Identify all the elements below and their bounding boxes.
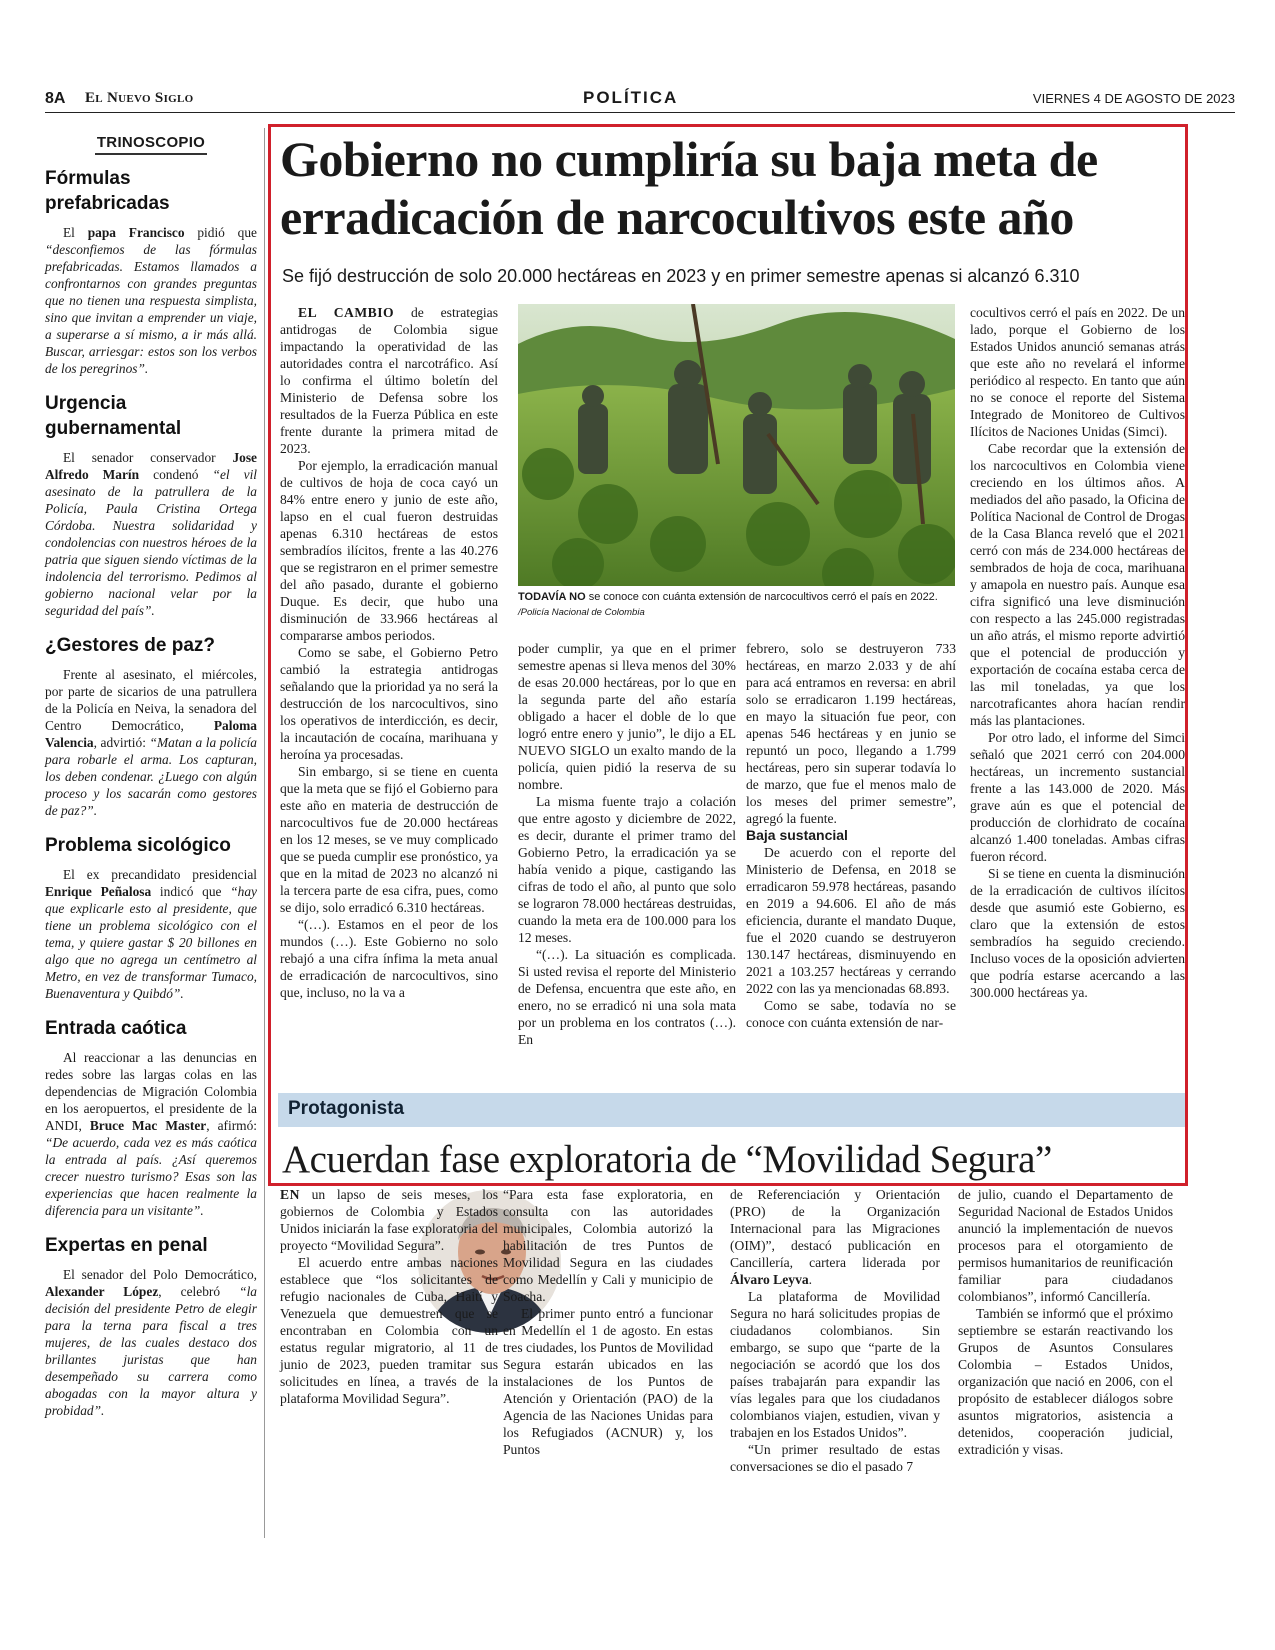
article-column-4: cocultivos cerró el país en 2022. De un lado, porque el Gobierno de los Estados Unidos anunció semanas atrás que este año no revelará el informe periódico al respecto. En tanto que aún no se conoce el reporte del Sistema Integrado de Monitoreo de Cultivos Ilícitos de Naciones Unidas (Simci). Cabe recordar que la extensión de los narcocultivos en Colombia viene creciendo en los últimos años. A mediados del año pasado, la Oficina de Política Nacional de Control de Drogas de la Casa Blanca reveló que el 2021 cerró con más de 234.000 hectáreas de sembrados de hoja de coca, marihuana y amapola en nuestro país. Aunque esa cifra significó una leve disminución con respecto a las 245.000 registradas un año atrás, el mismo reporte advirtió que el potencial de producción y exportación de cocaína estaba cerca de las mil toneladas, ya que los narcotraficantes ahora hacían rendir más las plantaciones. Por otro lado, el informe del Simci señaló que 2021 cerró con 204.000 hectáreas, un incremento sustancial frente a las 143.000 de 2020. Más grave aún es que el potencial de producción de clorhidrato de cocaína alcanzó 1.400 toneladas. Ambas cifras fueron récord. Si se tiene en cuenta la disminución de la erradicación de cultivos ilícitos desde que asumió este Gobierno, es claro que la extensión de estos sembradíos ha seguido creciendo. Incluso voces de la oposición advierten que podría estarse acercando a las 300.000 hectáreas ya. bbox=[970, 305, 1185, 1000]
photo-caption: TODAVÍA NO se conoce con cuánta extensión de narcocultivos cerró el país en 2022. /Policía Nacional de Colombia bbox=[518, 591, 938, 618]
sidebar-item bbox=[45, 391, 257, 619]
section-title: POLÍTICA bbox=[583, 88, 679, 107]
sidebar-item-text: Al reaccionar a las denuncias en redes sobre las largas colas en las dependencias de Migración Colombia en los aeropuertos, el presidente de la ANDI, Bruce Mac Master, afirmó: “De acuerdo, cada vez es más caótica la entrada al país. ¿Así queremos crecer nuestro turismo? Esas son las experiencias que hacen realmente la diferencia para un visitante”. bbox=[45, 1050, 258, 1218]
sidebar-item-text: Frente al asesinato, el miércoles, por parte de sicarios de una patrullera de la Policía en Neiva, la senadora del Centro Democrático, Paloma Valencia, advirtió: “Matan a la policía para robarle el arma. Los capturan, los deben condenar. ¿Luego con algún proceso y los sacarán como gestores de paz?”. bbox=[45, 667, 257, 818]
article2-column-2: “Para esta fase exploratoria, en consulta con las autoridades municipales, Colombia autorizó la habilitación de tres Puntos de Movilidad Segura en las ciudades como Medellín y Cali y municipio de Soacha. El primer punto entró a funcionar en Medellín el 1 de agosto. En estas tres ciudades, los Puntos de Movilidad Segura estarán ubicados en las instalaciones de los Puntos de Atención y Orientación (PAO) de la Agencia de las Naciones Unidas para los Refugiados (ACNUR) y, los Puntos bbox=[503, 1187, 713, 1457]
sidebar-item bbox=[45, 633, 257, 819]
sidebar-item-heading: Urgencia gubernamental bbox=[45, 393, 182, 439]
subheading: Baja sustancial bbox=[746, 827, 848, 843]
photo-credit: /Policía Nacional de Colombia bbox=[518, 607, 645, 618]
sidebar-item bbox=[45, 1016, 257, 1219]
sidebar-item-heading: Entrada caótica bbox=[45, 1018, 187, 1039]
sidebar-item-heading: Expertas en penal bbox=[45, 1235, 208, 1256]
sidebar-item-text: El senador conservador Jose Alfredo Marín condenó “el vil asesinato de la patrullera de la Policía, Paula Cristina Ortega Córdoba. Nuestra solidaridad y condolencias con nuestros héroes de la patria que siguen siendo víctimas de la indolencia del terrorismo. Pedimos al gobierno nacional velar por la seguridad del país”. bbox=[45, 450, 258, 618]
lead-in: EL CAMBIO bbox=[298, 305, 395, 320]
article-column-1: EL CAMBIO de estrategias antidrogas de Colombia sigue impactando la operatividad de las autoridades contra el narcotráfico. Así lo confirma el último boletín del Ministerio de Defensa sobre los resultados de la Fuerza Pública en este frente durante la primera mitad de 2023. Por ejemplo, la erradicación manual de cultivos de hoja de coca cayó un 84% entre enero y junio de este año, lapso en el cual fueron destruidas apenas 6.310 hectáreas de estos sembradíos ilícitos, frente a las 40.276 que se registraron en el primer semestre del año pasado, durante el gobierno Duque. Es decir, que hubo una disminución de 33.966 hectáreas al compararse ambos periodos. Como se sabe, el Gobierno Petro cambió la estrategia antidrogas señalando que la prioridad ya no será la destrucción de los narcocultivos, sino los operativos de interdicción, es decir, la incautación de cocaína, marihuana y heroína ya procesadas. Sin embargo, si se tiene en cuenta que la meta que se fijó el Gobierno para este año en materia de destrucción de narcocultivos fue de 20.000 hectáreas en los 12 meses, se ve muy complicado que se pueda cumplir ese pronóstico, ya que en la mitad de 2023 no alcanzó ni la tercera parte de esa cifra, pues, como se dijo, solo erradicó 6.310 hectáreas. “(…). Estamos en el peor de los mundos (…). Este Gobierno no solo rebajó a una cifra ínfima la meta anual de erradicación de narcocultivos, sino que, incluso, no la va a bbox=[280, 305, 498, 1000]
sidebar-item-heading: Problema sicológico bbox=[45, 835, 231, 856]
article2-headline: Acuerdan fase exploratoria de “Movilidad Segura” bbox=[282, 1138, 1052, 1181]
article-column-3: febrero, solo se destruyeron 733 hectáreas, en marzo 2.033 y de ahí para acá entramos en reversa: en abril solo se erradicaron 1.199 hectáreas, en mayo la situación fue peor, con apenas 546 hectáreas y en junio se repuntó un poco, llegando a 1.799 hectáreas, pero sin superar todavía lo de marzo, que fue el menos malo de los meses del primer semestre”, agregó la fuente. Baja sustancial De acuerdo con el reporte del Ministerio de Defensa, en 2018 se erradicaron 59.978 hectáreas, pasando en 2019 a 94.606. El año de más eficiencia, durante el mandato Duque, fue el 2020 cuando se destruyeron 130.147 hectáreas, disminuyendo en 2021 a 103.257 hectáreas y cerrando 2022 con las ya mencionadas 68.893. Como se sabe, todavía no se conoce con cuánta extensión de nar- bbox=[746, 641, 956, 1030]
paper-name: El Nuevo Siglo bbox=[85, 90, 194, 106]
highlight-box bbox=[268, 124, 1188, 1186]
article-subtitle: Se fijó destrucción de solo 20.000 hectáreas en 2023 y en primer semestre apenas si alcanzó 6.310 bbox=[282, 266, 1080, 286]
sidebar-item-heading: ¿Gestores de paz? bbox=[45, 635, 215, 656]
sidebar-item-text: El ex precandidato presidencial Enrique Peñalosa indicó que “hay que explicarle esto al presidente, que tiene un problema sicológico con el tema, y quiere gastar $ 20 billones en algo que no agrega un centímetro al Metro, en vez de transformar Tumaco, Buenaventura y Quibdó”. bbox=[45, 867, 257, 1001]
page-header bbox=[45, 88, 1235, 113]
page-number: 8A bbox=[45, 90, 66, 107]
article2-column-4: de julio, cuando el Departamento de Seguridad Nacional de Estados Unidos anunció la implementación de nuevos procesos para el otorgamiento de permisos humanitarios de reunificación familiar para ciudadanos colombianos”, informó Cancillería. También se informó que el próximo septiembre se estarán reactivando los Grupos de Asuntos Consulares Colombia – Estados Unidos, organización que nació en 2006, con el propósito de establecer diálogos sobre asuntos migratorios, asistencia a detenidos, cooperación judicial, extradición y visas. bbox=[958, 1187, 1173, 1457]
article2-column-3: de Referenciación y Orientación (PRO) de la Organización Internacional para las Migraciones (OIM)”, destacó publicación en Cancillería, cartera liderada por Álvaro Leyva. La plataforma de Movilidad Segura no hará solicitudes propias de ciudadanos colombianos. Sin embargo, se supo que “parte de la negociación se acordó que los dos países trabajarán para expandir las vías legales para que los ciudadanos colombianos viajen, estudien, vivan y trabajen en los Estados Unidos”. “Un primer resultado de estas conversaciones se dio el pasado 7 bbox=[730, 1187, 940, 1474]
headline-line-1: Gobierno no cumpliría su baja meta de bbox=[280, 131, 1098, 187]
headline-line-2: erradicación de narcocultivos este año bbox=[280, 189, 1074, 245]
caption-lead: TODAVÍA NO bbox=[518, 591, 586, 603]
column-title-text: TRINOSCOPIO bbox=[95, 134, 207, 155]
lead-in: EN bbox=[280, 1187, 300, 1202]
sidebar-item bbox=[45, 166, 257, 377]
sidebar-trinoscopio bbox=[45, 128, 257, 1419]
column-title bbox=[45, 134, 257, 152]
sidebar-item bbox=[45, 833, 257, 1002]
issue-date: VIERNES 4 DE AGOSTO DE 2023 bbox=[1032, 91, 1235, 106]
sidebar-item bbox=[45, 1233, 257, 1419]
sidebar-item-text: El papa Francisco pidió que “desconfiemos de las fórmulas prefabricadas. Estamos llamados a confrontarnos con grandes preguntas que no tienen una respuesta simplista, sino que invitan a emprender un viaje, a superarse a sí mismo, a ir más allá. Buscar, arriesgar: estos son los verbos de los peregrinos”. bbox=[45, 225, 258, 376]
sidebar-item-text: El senador del Polo Democrático, Alexander López, celebró “la decisión del presidente Petro de elegir para la terna para fiscal a tres mujeres, de las cuales destaco dos brillantes juristas que han desempeñado su carrera como abogadas con la mayor altura y probidad”. bbox=[45, 1267, 257, 1418]
column-divider bbox=[264, 128, 265, 1538]
kicker-label: Protagonista bbox=[288, 1098, 405, 1119]
sidebar-item-heading: Fórmulas prefabricadas bbox=[45, 168, 170, 214]
article-column-2: poder cumplir, ya que en el primer semestre apenas si lleva menos del 30% de esas 20.000 hectáreas, por lo que en la segunda parte del año estaría obligado a hacer el doble de lo que logró entre enero y junio”, le dijo a EL NUEVO SIGLO un exalto mando de la policía, quien pidió la reserva de su nombre. La misma fuente trajo a colación que entre agosto y diciembre de 2022, es decir, durante el primer tramo del Gobierno Petro, la erradicación ya se había venido a pique, castigando las cifras de todo el año, al punto que solo se lograron 78.000 hectáreas destruidas, cuando la meta era de 100.000 para los 12 meses. “(…). La situación es complicada. Si usted revisa el reporte del Ministerio de Defensa, encuentra que este año, en enero, no se erradicó ni una sola mata por un problema en los contratos (…). En bbox=[518, 641, 736, 1047]
article2-column-1: EN un lapso de seis meses, los gobiernos de Colombia y Estados Unidos iniciarán la fase exploratoria del proyecto “Movilidad Segura”. El acuerdo entre ambas naciones establece que “los solicitantes de refugio nacionales de Cuba, Haití y Venezuela que demuestren que se encontraban en Colombia con un estatus regular migratorio, al 11 de junio de 2023, pueden tramitar sus solicitudes en línea, a través de la plataforma Movilidad Segura”. bbox=[280, 1187, 498, 1406]
